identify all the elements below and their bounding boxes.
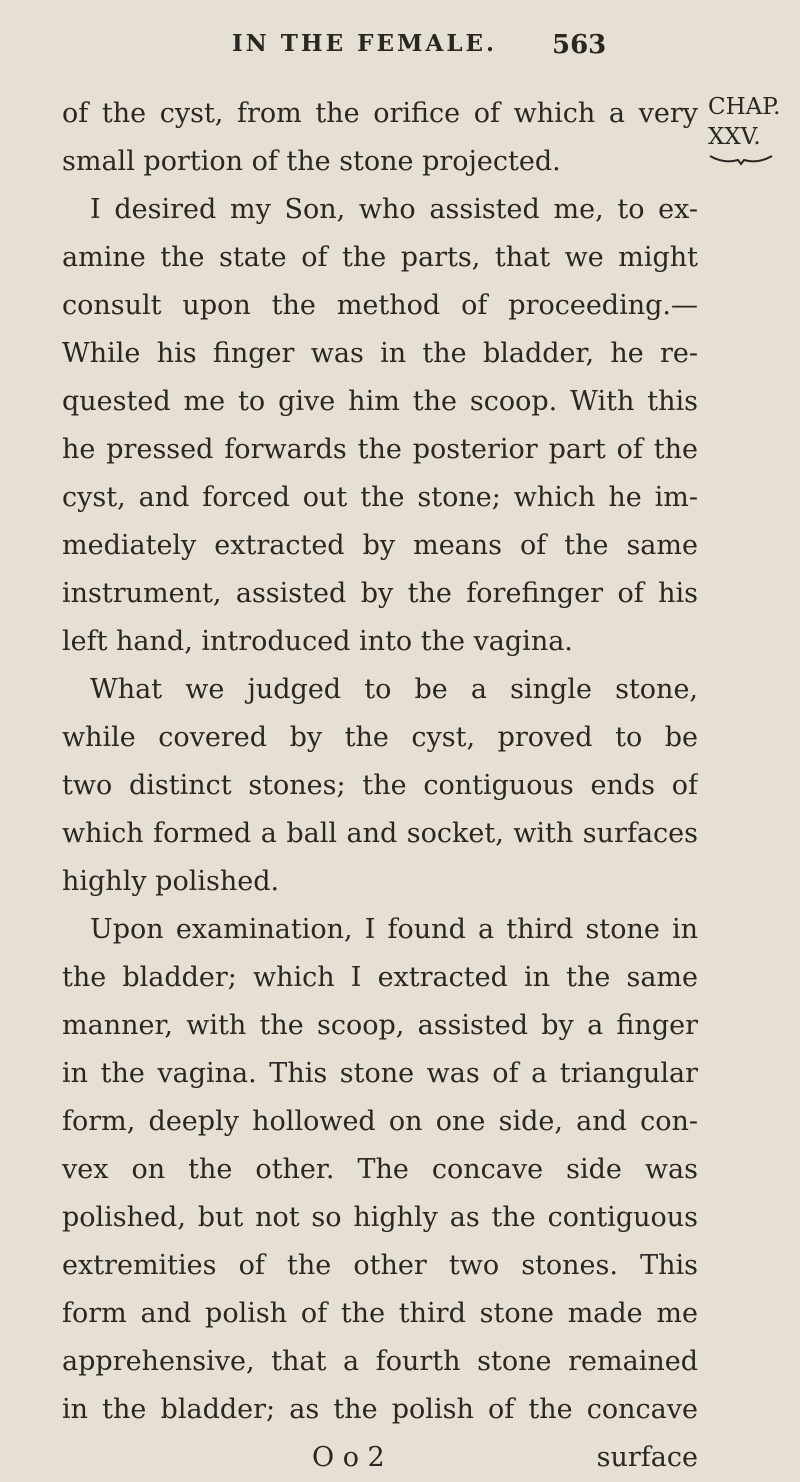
page-header: [0, 24, 800, 64]
text-line: cyst, and forced out the stone; which he im-: [62, 482, 698, 513]
text-line: in the vagina. This stone was of a triangular: [62, 1058, 698, 1089]
text-line: left hand, introduced into the vagina.: [62, 626, 573, 657]
chap-number: XXV.: [708, 124, 761, 150]
page-footer: [62, 1434, 698, 1482]
brace-flourish-icon: [708, 154, 774, 166]
text-line: manner, with the scoop, assisted by a finger: [62, 1010, 698, 1041]
text-line: form, deeply hollowed on one side, and con-: [62, 1106, 698, 1137]
text-line: two distinct stones; the contiguous ends of: [62, 770, 698, 801]
text-line: highly polished.: [62, 866, 280, 897]
page-number: 563: [552, 30, 607, 60]
text-line: polished, but not so highly as the contiguous: [62, 1202, 698, 1233]
running-head: IN THE FEMALE.: [232, 30, 498, 57]
text-line: amine the state of the parts, that we might: [62, 242, 698, 273]
text-line: vex on the other. The concave side was: [62, 1154, 698, 1185]
text-line: he pressed forwards the posterior part of the: [62, 434, 698, 465]
body-text: [62, 90, 698, 1482]
text-line: Upon examination, I found a third stone in: [90, 914, 698, 945]
text-line: While his finger was in the bladder, he re-: [62, 338, 698, 369]
text-line: instrument, assisted by the forefinger of his: [62, 578, 698, 609]
text-line: mediately extracted by means of the same: [62, 530, 698, 561]
text-line: which formed a ball and socket, with surfaces: [62, 818, 698, 849]
text-line: quested me to give him the scoop. With this: [62, 386, 698, 417]
text-line: extremities of the other two stones. This: [62, 1250, 698, 1281]
text-line: while covered by the cyst, proved to be: [62, 722, 698, 753]
text-line: in the bladder; as the polish of the concave: [62, 1394, 698, 1425]
text-line: of the cyst, from the orifice of which a very: [62, 98, 698, 129]
text-line: I desired my Son, who assisted me, to ex-: [90, 194, 698, 225]
text-line: the bladder; which I extracted in the same: [62, 962, 698, 993]
text-line: What we judged to be a single stone,: [90, 674, 698, 705]
text-line: consult upon the method of proceeding.—: [62, 290, 698, 321]
text-line: form and polish of the third stone made me: [62, 1298, 698, 1329]
chap-label: CHAP.: [708, 94, 781, 120]
catchword: surface: [596, 1442, 698, 1473]
text-line: apprehensive, that a fourth stone remained: [62, 1346, 698, 1377]
chapter-sidenote: [708, 92, 800, 166]
signature-mark: O o 2: [312, 1442, 385, 1473]
text-line: small portion of the stone projected.: [62, 146, 561, 177]
